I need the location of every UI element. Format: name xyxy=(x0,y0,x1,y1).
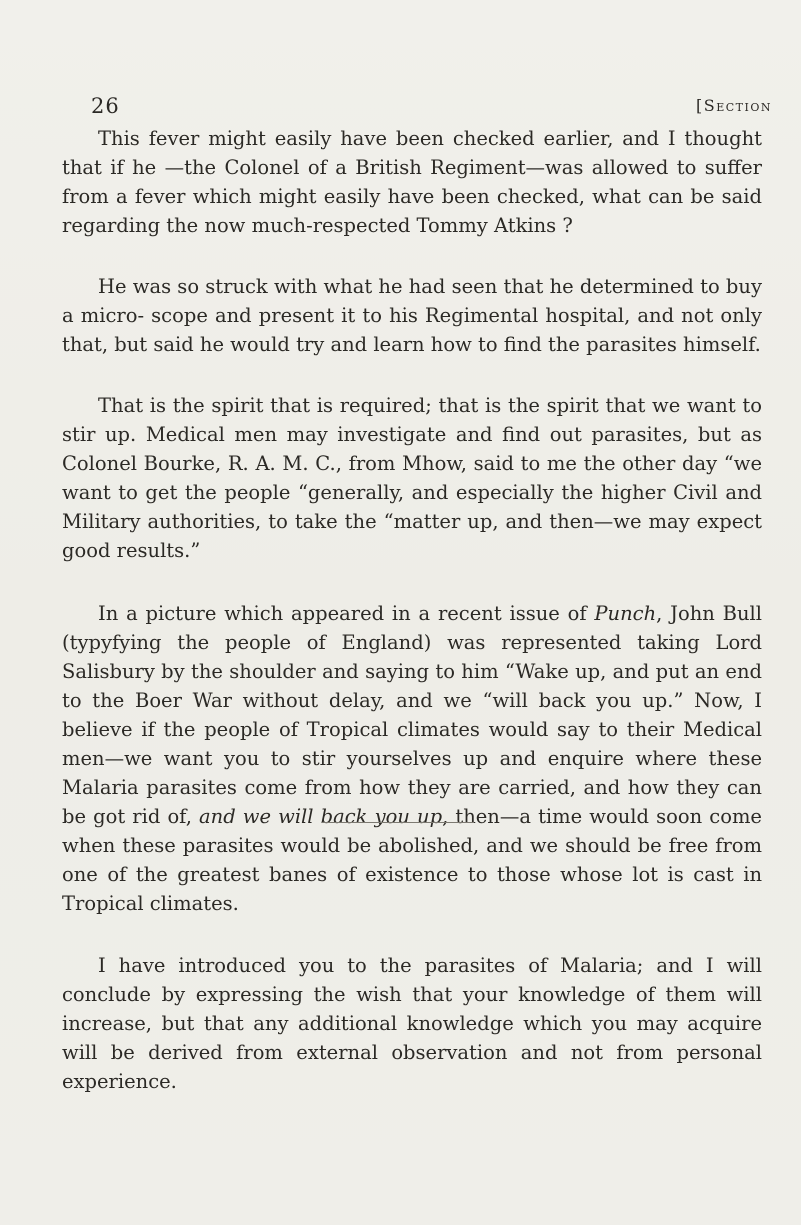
page-number: 26 xyxy=(91,94,120,118)
paragraph-4-part-a: In a picture which appeared in a recent issue of xyxy=(98,602,595,625)
paragraph-5: I have introduced you to the parasites of Malaria; and I will conclude by expressing the wish that your knowledge of them will increase, but that any additional knowledge which you may acquire will be derived from external observation and not from personal experience. xyxy=(62,954,762,1093)
section-header: [Section xyxy=(696,96,772,115)
paragraph-4 xyxy=(62,599,762,918)
paragraph-1: This fever might easily have been checked earlier, and I thought that if he —the Colonel of a British Regiment—was allowed to suffer from a fever which might easily have been checked, what can be said regarding the now much-respected Tommy Atkins ? xyxy=(62,127,762,237)
paragraph-4-emphasis: and we will back you up xyxy=(199,805,443,828)
paragraph-4-part-c: , then—a time would soon come when these parasites would be abolished, and we should be free from one of the greatest banes of existence to those whose lot is cast in Tropical climates. xyxy=(62,805,762,915)
paragraph-2: He was so struck with what he had seen that he determined to buy a micro- scope and present it to his Regimental hospital, and not only that, but said he would try and learn how to find the parasites himself. xyxy=(62,275,762,356)
punch-title: Punch xyxy=(594,602,657,625)
body-text xyxy=(62,124,762,1096)
paragraph-3: That is the spirit that is required; that is the spirit that we want to stir up. Medical men may investigate and find out parasites, but as Colonel Bourke, R. A. M. C., from Mhow, said to me the other day “we want to get the people “generally, and especially the higher Civil and Military authorities, to take the “matter up, and then—we may expect good results.” xyxy=(62,394,762,562)
paragraph-4-part-b: , John Bull (typyfying the people of England) was represented taking Lord Salisbury by the shoulder and saying to him “Wake up, and put an end to the Boer War without delay, and we “will back you up.” Now, I believe if the people of Tropical climates would say to their Medical men—we want you to stir yourselves up and enquire where these Malaria parasites come from how they are carried, and how they can be got rid of, xyxy=(62,602,762,828)
end-divider xyxy=(322,822,474,823)
